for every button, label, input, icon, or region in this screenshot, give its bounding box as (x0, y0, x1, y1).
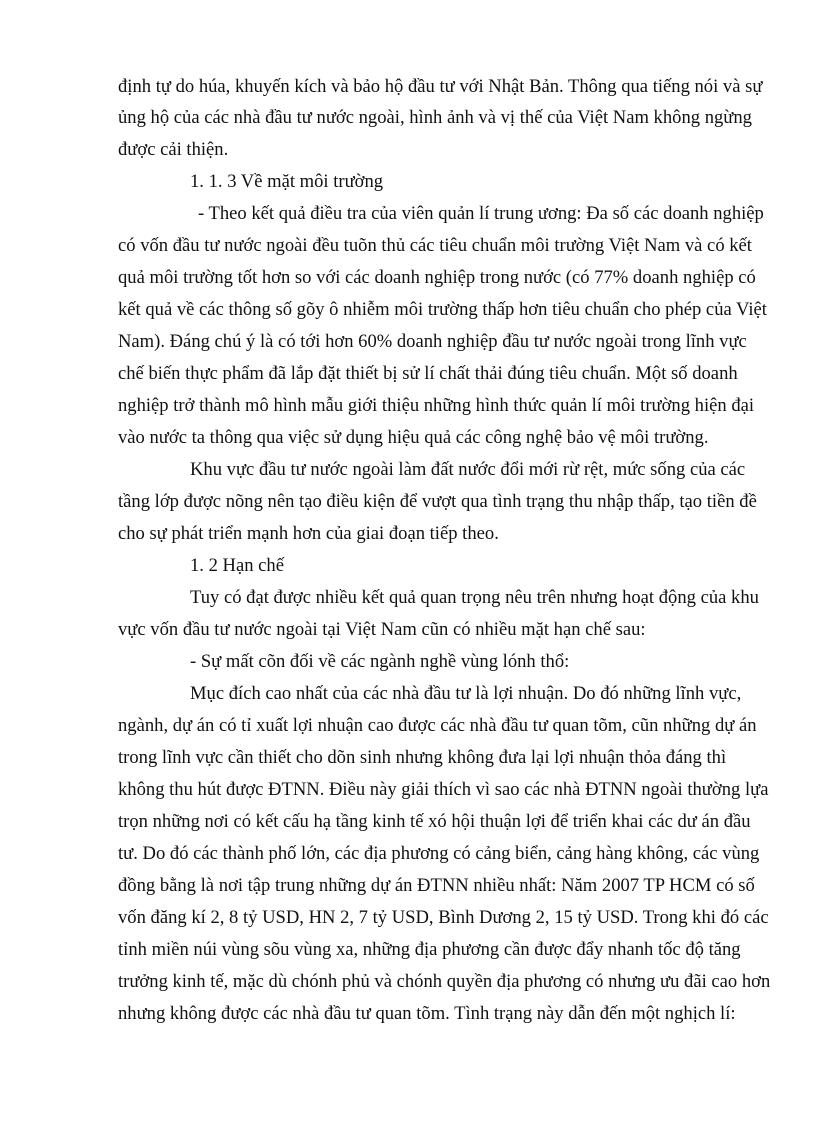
body-line: tư. Do đó các thành phố lớn, các địa phương có cảng biển, cảng hàng không, các vùng (118, 843, 760, 864)
body-line: nhưng không được các nhà đầu tư quan tõm. Tình trạng này dẫn đến một nghịch lí: (118, 1003, 736, 1024)
body-line: tầng lớp được nõng nên tạo điều kiện để vượt qua tình trạng thu nhập thấp, tạo tiền đề (118, 491, 757, 512)
body-line: vốn đăng kí 2, 8 tỷ USD, HN 2, 7 tỷ USD, Bình Dương 2, 15 tỷ USD. Trong khi đó các (118, 907, 769, 928)
section-heading: 1. 2 Hạn chế (190, 555, 284, 576)
body-line: đồng bằng là nơi tập trung những dự án ĐTNN nhiều nhất: Năm 2007 TP HCM có số (118, 875, 755, 896)
body-line: cho sự phát triển mạnh hơn của giai đoạn tiếp theo. (118, 523, 499, 544)
section-heading: 1. 1. 3 Về mặt môi trường (190, 171, 384, 192)
body-line: vào nước ta thông qua việc sử dụng hiệu quả các công nghệ bảo vệ môi trường. (118, 427, 709, 448)
body-line: Tuy có đạt được nhiều kết quả quan trọng nêu trên nhưng hoạt động của khu (190, 587, 759, 608)
body-line: trưởng kinh tế, mặc dù chónh phủ và chónh quyền địa phương có nhưng ưu đãi cao hơn (118, 971, 771, 992)
body-line: Khu vực đầu tư nước ngoài làm đất nước đổi mới rừ rệt, mức sống của các (190, 459, 746, 480)
body-line: không thu hút được ĐTNN. Điều này giải thích vì sao các nhà ĐTNN ngoài thường lựa (118, 779, 769, 800)
body-line: kết quả về các thông số gõy ô nhiễm môi trường thấp hơn tiêu chuẩn cho phép của Việt (118, 299, 767, 320)
body-line: trong lĩnh vực cần thiết cho dõn sinh nhưng không đưa lại lợi nhuận thỏa đáng thì (118, 747, 727, 768)
body-line: trọn những nơi có kết cấu hạ tầng kinh tế xó hội thuận lợi để triển khai các dư án đầu (118, 811, 751, 832)
body-line: tỉnh miền núi vùng sõu vùng xa, những địa phương cần được đẩy nhanh tốc độ tăng (118, 939, 741, 960)
body-line: quả môi trường tốt hơn so với các doanh nghiệp trong nước (có 77% doanh nghiệp có (118, 267, 756, 288)
body-line: - Theo kết quả điều tra của viên quản lí trung ương: Đa số các doanh nghiệp (198, 203, 764, 224)
body-line: nghiệp trở thành mô hình mẫu giới thiệu những hình thức quản lí môi trường hiện đại (118, 395, 755, 416)
body-line: định tự do húa, khuyến kích và bảo hộ đầu tư với Nhật Bản. Thông qua tiếng nói và sự (118, 76, 763, 97)
body-line: chế biến thực phẩm đã lắp đặt thiết bị sử lí chất thải đúng tiêu chuẩn. Một số doanh (118, 363, 738, 384)
body-line: Nam). Đáng chú ý là có tới hơn 60% doanh nghiệp đầu tư nước ngoài trong lĩnh vực (118, 331, 747, 352)
body-line: có vốn đầu tư nước ngoài đều tuõn thủ các tiêu chuẩn môi trường Việt Nam và có kết (118, 235, 752, 256)
body-line: được cải thiện. (118, 139, 229, 160)
body-line: Mục đích cao nhất của các nhà đầu tư là lợi nhuận. Do đó những lĩnh vực, (190, 683, 742, 704)
body-line: vực vốn đầu tư nước ngoài tại Việt Nam cũn có nhiều mặt hạn chế sau: (118, 619, 646, 640)
body-line: ủng hộ của các nhà đầu tư nước ngoài, hình ảnh và vị thế của Việt Nam không ngừng (118, 107, 752, 128)
body-line: ngành, dự án có tỉ xuất lợi nhuận cao được các nhà đầu tư quan tõm, cũn những dự án (118, 715, 757, 736)
body-line: - Sự mất cõn đối về các ngành nghề vùng lónh thổ: (190, 651, 570, 672)
